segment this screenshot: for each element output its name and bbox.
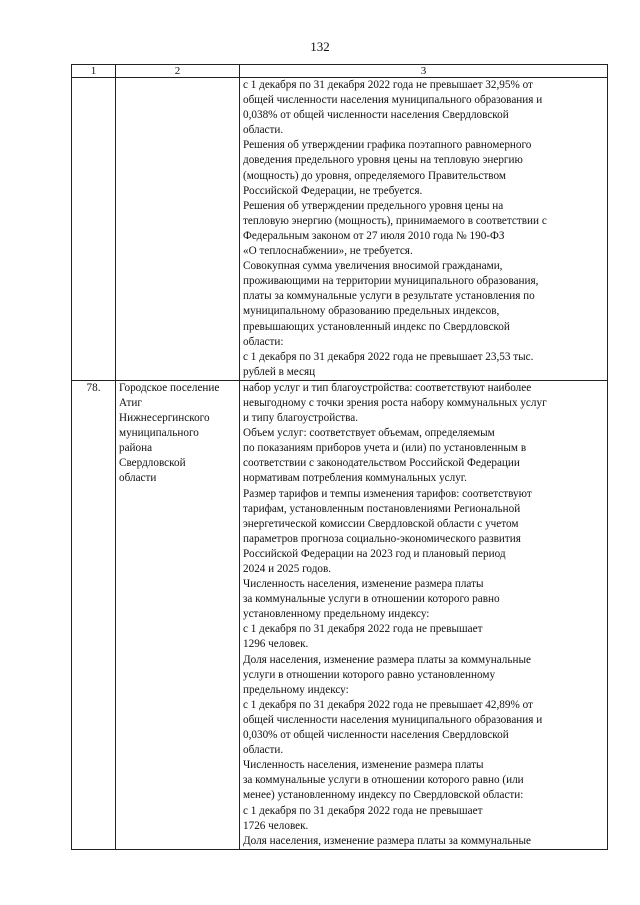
text-line: параметров прогноза социально-экономического развития: [243, 532, 521, 545]
name-line: Атиг: [119, 396, 142, 409]
text-line: менее) установленному индексу по Свердловской области:: [243, 789, 524, 802]
text-line: (мощность) до уровня, определяемого Правительством: [243, 169, 506, 182]
name-line: Свердловской: [119, 457, 186, 470]
municipality-name-cell: [116, 380, 240, 849]
text-line: и типу благоустройства.: [243, 412, 358, 425]
text-line: платы за коммунальные услуги в результате установления по: [243, 290, 535, 303]
text-line: доведения предельного уровня цены на тепловую энергию: [243, 154, 523, 167]
description-cell: [240, 78, 608, 381]
text-line: Решения об утверждении предельного уровня цены на: [243, 199, 504, 212]
text-line: общей численности населения муниципального образования и: [243, 94, 543, 107]
text-line: услуги в отношении которого равно установленному: [243, 668, 496, 681]
text-line: по показаниям приборов учета и (или) по установленным в: [243, 442, 527, 455]
text-line: 1726 человек.: [243, 819, 309, 832]
text-line: Российской Федерации, не требуется.: [243, 184, 423, 197]
description-cell: [240, 380, 608, 849]
text-line: «О теплоснабжении», не требуется.: [243, 245, 413, 258]
name-line: района: [119, 442, 153, 455]
text-line: области.: [243, 744, 284, 757]
page-number: 132: [310, 39, 330, 54]
text-line: проживающими на территории муниципального образования,: [243, 275, 539, 288]
text-line: Численность населения, изменение размера платы: [243, 759, 484, 772]
text-line: с 1 декабря по 31 декабря 2022 года не превышает: [243, 804, 483, 817]
text-line: рублей в месяц: [243, 365, 316, 378]
text-line: 0,030% от общей численности населения Свердловской: [243, 729, 509, 742]
text-line: области:: [243, 335, 284, 348]
text-line: Размер тарифов и темпы изменения тарифов: соответствуют: [243, 487, 532, 500]
text-line: с 1 декабря по 31 декабря 2022 года не превышает 32,95% от: [243, 79, 533, 91]
municipality-name-cell: [116, 78, 240, 381]
text-line: с 1 декабря по 31 декабря 2022 года не превышает: [243, 623, 483, 636]
text-line: Российской Федерации на 2023 год и плановый период: [243, 547, 506, 560]
text-line: 1296 человек.: [243, 638, 309, 651]
text-line: Доля населения, изменение размера платы за коммунальные: [243, 653, 531, 666]
row-number-cell: 78.: [72, 380, 116, 849]
document-table: [71, 64, 608, 850]
table-header-row: [72, 65, 608, 78]
text-line: с 1 декабря по 31 декабря 2022 года не превышает 23,53 тыс.: [243, 350, 534, 363]
name-line: муниципального: [119, 427, 199, 440]
text-line: общей численности населения муниципального образования и: [243, 713, 543, 726]
text-line: набор услуг и тип благоустройства: соответствуют наиболее: [243, 381, 532, 394]
name-line: области: [119, 472, 157, 485]
text-line: установленному предельному индексу:: [243, 608, 430, 621]
text-line: невыгодному с точки зрения роста набору коммунальных услуг: [243, 396, 547, 409]
text-line: Численность населения, изменение размера платы: [243, 578, 484, 591]
name-line: Нижнесергинского: [119, 412, 210, 425]
text-line: с 1 декабря по 31 декабря 2022 года не превышает 42,89% от: [243, 698, 533, 711]
table-row: [72, 78, 608, 381]
text-line: 0,038% от общей численности населения Свердловской: [243, 109, 509, 122]
text-line: Доля населения, изменение размера платы за коммунальные: [243, 834, 531, 847]
text-line: области.: [243, 124, 284, 137]
column-header: 3: [240, 65, 608, 78]
text-line: нормативам потребления коммунальных услуг.: [243, 472, 467, 485]
text-line: за коммунальные услуги в отношении которого равно: [243, 593, 500, 606]
table-row: [72, 380, 608, 849]
text-line: муниципальному образованию предельных индексов,: [243, 305, 500, 318]
name-line: Городское поселение: [119, 381, 220, 394]
text-line: 2024 и 2025 годов.: [243, 563, 332, 575]
text-line: соответствии с законодательством Российской Федерации: [243, 457, 520, 470]
text-line: тарифам, установленным постановлениями Региональной: [243, 502, 521, 515]
text-line: Решения об утверждении графика поэтапного равномерного: [243, 139, 532, 152]
row-number-cell: [72, 78, 116, 381]
text-line: превышающих установленный индекс по Свердловской: [243, 320, 510, 333]
text-line: тепловую энергию (мощность), принимаемого в соответствии с: [243, 214, 547, 227]
text-line: энергетической комиссии Свердловской области с учетом: [243, 517, 519, 530]
column-header: 2: [116, 65, 240, 78]
text-line: Федеральным законом от 27 июля 2010 года № 190-ФЗ: [243, 229, 505, 242]
text-line: Совокупная сумма увеличения вносимой гражданами,: [243, 260, 503, 273]
table-body: [72, 78, 608, 850]
text-line: Объем услуг: соответствует объемам, определяемым: [243, 427, 495, 440]
column-header: 1: [72, 65, 116, 78]
text-line: предельному индексу:: [243, 683, 349, 696]
text-line: за коммунальные услуги в отношении которого равно (или: [243, 774, 524, 787]
